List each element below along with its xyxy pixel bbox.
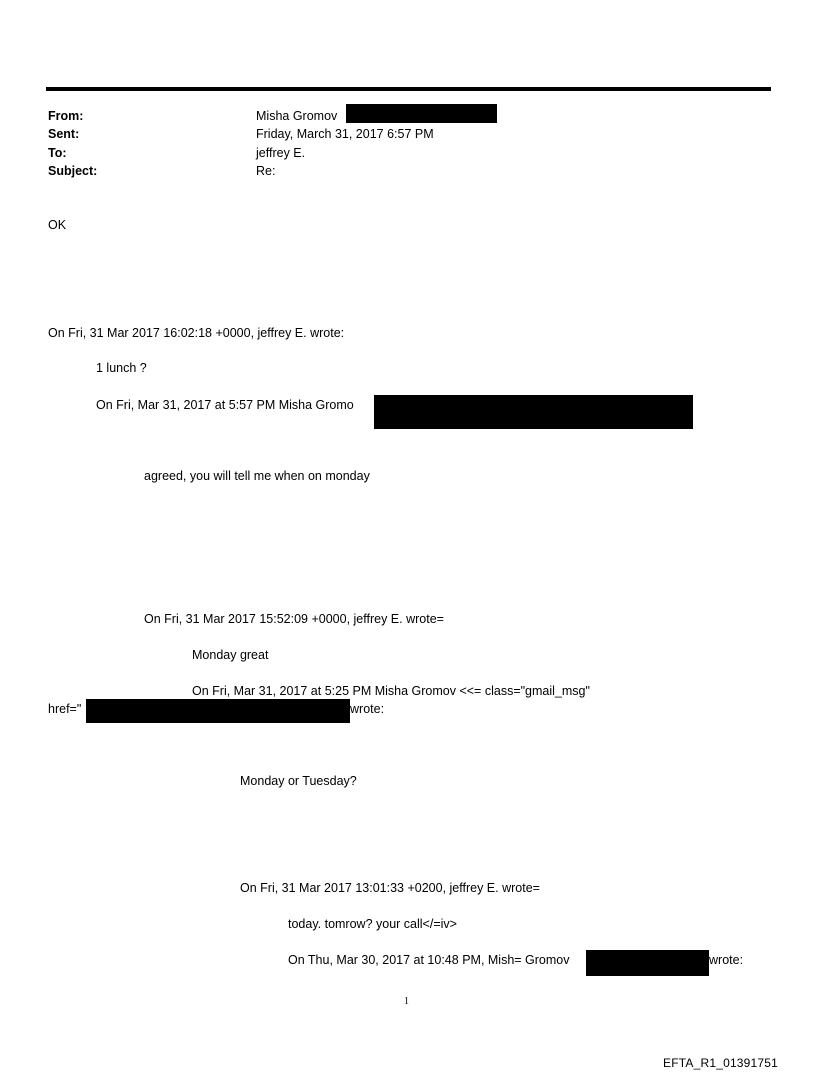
quote1-text: 1 lunch ? — [96, 361, 147, 375]
quote4-wrote: wrote: — [350, 702, 385, 716]
sent-value: Friday, March 31, 2017 6:57 PM — [256, 127, 434, 141]
quote2-text: agreed, you will tell me when on monday — [144, 469, 370, 483]
quote5-text: today. tomrow? your call</=iv> — [288, 917, 457, 931]
quote4-text: Monday or Tuesday? — [240, 774, 357, 788]
redaction-box — [374, 395, 693, 429]
document-id: EFTA_R1_01391751 — [663, 1056, 779, 1070]
from-value: Misha Gromov — [256, 109, 338, 123]
page-number: 1 — [404, 996, 409, 1007]
quote3-header: On Fri, 31 Mar 2017 15:52:09 +0000, jeffrey E. wrote= — [144, 612, 444, 626]
quote1-header: On Fri, 31 Mar 2017 16:02:18 +0000, jeffrey E. wrote: — [48, 326, 345, 340]
redaction-box — [346, 104, 497, 123]
quote3-text: Monday great — [192, 648, 269, 662]
quote6-header: On Thu, Mar 30, 2017 at 10:48 PM, Mish= Gromov — [288, 953, 570, 967]
quote6-wrote: wrote: — [709, 953, 744, 967]
reply-text: OK — [48, 218, 67, 232]
redaction-box — [586, 950, 709, 976]
redaction-box — [86, 699, 350, 723]
subject-label: Subject: — [48, 164, 98, 178]
quote4-href: href=" — [48, 702, 82, 716]
quote2-header: On Fri, Mar 31, 2017 at 5:57 PM Misha Gromo — [96, 398, 354, 412]
sent-label: Sent: — [48, 127, 80, 141]
to-value: jeffrey E. — [256, 146, 306, 160]
from-label: From: — [48, 109, 84, 123]
to-label: To: — [48, 146, 67, 160]
header-rule — [46, 87, 771, 91]
quote5-header: On Fri, 31 Mar 2017 13:01:33 +0200, jeffrey E. wrote= — [240, 881, 540, 895]
subject-value: Re: — [256, 164, 276, 178]
quote4-header: On Fri, Mar 31, 2017 at 5:25 PM Misha Gromov <<= class="gmail_msg" — [192, 684, 590, 698]
